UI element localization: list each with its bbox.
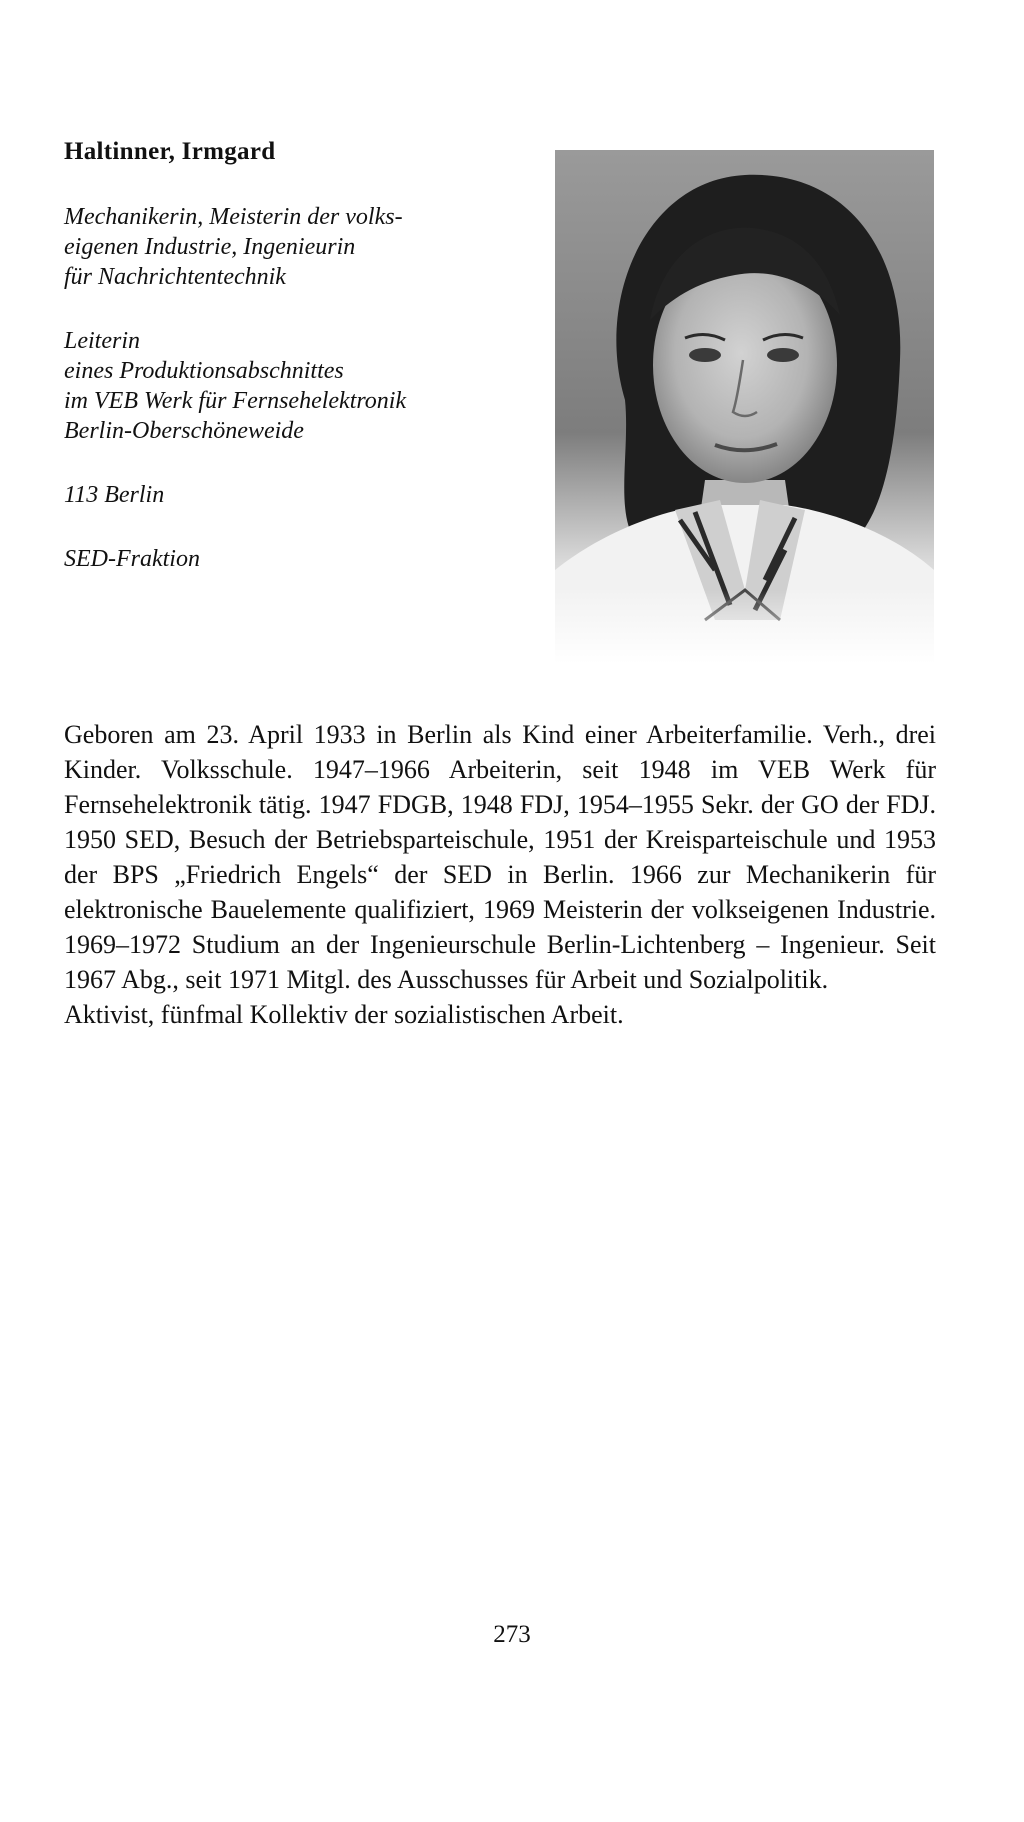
location: 113 Berlin bbox=[64, 482, 165, 508]
location-block bbox=[64, 480, 524, 510]
qualification-line: für Nachrichtentechnik bbox=[64, 264, 286, 290]
qualifications-block bbox=[64, 202, 524, 292]
position-block bbox=[64, 326, 524, 446]
faction: SED-Fraktion bbox=[64, 546, 200, 572]
position-line: eines Produktionsabschnittes bbox=[64, 358, 344, 384]
entry-header bbox=[64, 138, 524, 608]
qualification-line: eigenen Industrie, Ingenieurin bbox=[64, 234, 356, 260]
position-line: im VEB Werk für Fernsehelektronik bbox=[64, 388, 407, 414]
portrait-photo bbox=[555, 150, 934, 664]
page-number: 273 bbox=[493, 1621, 531, 1648]
position-line: Berlin-Oberschöneweide bbox=[64, 418, 304, 444]
biography-paragraph: Geboren am 23. April 1933 in Berlin als Kind einer Arbeiterfamilie. Verh., drei Kinder. Volksschule. 1947–1966 Arbeiterin, seit 1948 im VEB Werk für Fernsehelektronik tätig. 1947 FDGB, 1948 FDJ, 1954–1955 Sekr. der GO der FDJ. 1950 SED, Besuch der Betriebsparteischule, 1951 der Kreisparteischule und 1953 der BPS „Friedrich Engels“ der SED in Berlin. 1966 zur Mechanikerin für elektronische Bauelemente qualifiziert, 1969 Meisterin der volkseigenen Industrie. 1969–1972 Studium an der Ingenieurschule Berlin-Lichtenberg – Ingenieur. Seit 1967 Abg., seit 1971 Mitgl. des Ausschusses für Arbeit und Sozialpolitik. bbox=[64, 720, 936, 994]
biography-text bbox=[64, 717, 936, 1032]
qualification-line: Mechanikerin, Meisterin der volks- bbox=[64, 204, 403, 230]
biography-awards: Aktivist, fünfmal Kollektiv der sozialistischen Arbeit. bbox=[64, 1000, 624, 1029]
position-line: Leiterin bbox=[64, 328, 140, 354]
faction-block bbox=[64, 544, 524, 574]
person-name: Haltinner, Irmgard bbox=[64, 138, 276, 165]
